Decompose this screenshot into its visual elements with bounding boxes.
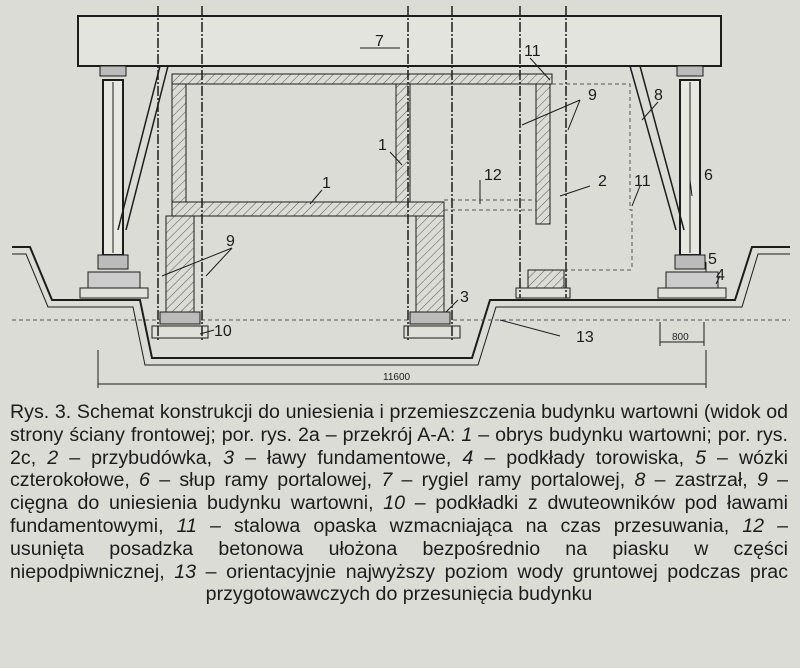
caption-item-2-num: 2 bbox=[47, 446, 59, 469]
label-8: 8 bbox=[654, 87, 663, 104]
label-3: 3 bbox=[460, 289, 469, 306]
caption-item-13-num: 13 bbox=[174, 560, 197, 583]
caption-item-12-text: – usunięta posadzka betonowa ułożona bezpośrednio na piasku w części niepodpiwnicznej, bbox=[10, 514, 789, 583]
label-6: 6 bbox=[704, 167, 713, 184]
caption-item-6-num: 6 bbox=[139, 469, 150, 492]
caption-item-5-text: – wózki czterokołowe, bbox=[10, 446, 789, 492]
caption-item-8-num: 8 bbox=[634, 469, 646, 492]
caption-item-10-num: 10 bbox=[383, 492, 406, 515]
caption-item-13-text: – orientacyjnie najwyższy poziom wody gruntowej podczas prac przygotowawczych do przesunięcia budynku bbox=[196, 560, 788, 606]
caption-item-9-text: – cięgna do uniesienia budynku wartowni, bbox=[10, 469, 789, 515]
caption-item-11-num: 11 bbox=[176, 514, 197, 537]
dimension-11600: 11600 bbox=[383, 372, 411, 383]
figure-caption bbox=[10, 401, 788, 606]
label-1b: 1 bbox=[322, 175, 331, 192]
label-12: 12 bbox=[484, 167, 502, 184]
label-1a: 1 bbox=[378, 137, 387, 154]
caption-item-9-num: 9 bbox=[756, 469, 768, 492]
caption-intro: Rys. 3. Schemat konstrukcji do uniesienia i przemieszczenia budynku wartowni (widok od strony ściany frontowej; por. rys. 2a – przekrój A-A: bbox=[10, 401, 788, 446]
caption-item-6-text: – słup ramy portalowej, bbox=[149, 469, 382, 492]
caption-item-7-text: – rygiel ramy portalowej, bbox=[392, 469, 635, 492]
label-2: 2 bbox=[598, 173, 607, 190]
label-9b: 9 bbox=[226, 233, 235, 250]
caption-item-1-text: – obrys budynku wartowni; por. rys. 2c, bbox=[10, 423, 788, 469]
label-11b: 11 bbox=[634, 173, 651, 190]
caption-item-8-text: – zastrzał, bbox=[645, 469, 757, 492]
caption-item-10-text: – podkładki z dwuteowników pod ławami fundamentowymi, bbox=[10, 492, 789, 537]
caption-item-1-num: 1 bbox=[461, 423, 473, 446]
portal-beam bbox=[78, 16, 721, 66]
ground-profile bbox=[12, 247, 790, 365]
caption-item-11-text: – stalowa opaska wzmacniająca na czas przesuwania, bbox=[196, 514, 743, 537]
label-9a: 9 bbox=[588, 87, 597, 104]
caption-item-12-num: 12 bbox=[742, 514, 765, 537]
label-10: 10 bbox=[214, 323, 232, 340]
caption-item-4-text: – podkłady torowiska, bbox=[473, 446, 696, 469]
caption-item-2-text: – przybudówka, bbox=[58, 446, 224, 469]
label-4: 4 bbox=[716, 267, 725, 284]
label-5: 5 bbox=[708, 251, 717, 268]
label-7: 7 bbox=[375, 33, 384, 50]
label-11a: 11 bbox=[524, 43, 541, 60]
guardhouse-outline bbox=[166, 74, 564, 316]
caption-item-5-num: 5 bbox=[695, 446, 706, 469]
caption-item-3-num: 3 bbox=[223, 446, 235, 469]
caption-item-7-num: 7 bbox=[381, 469, 393, 492]
dimension-800: 800 bbox=[672, 332, 689, 343]
label-13: 13 bbox=[576, 329, 594, 346]
caption-item-4-num: 4 bbox=[462, 446, 474, 469]
caption-item-3-text: – ławy fundamentowe, bbox=[234, 446, 463, 469]
